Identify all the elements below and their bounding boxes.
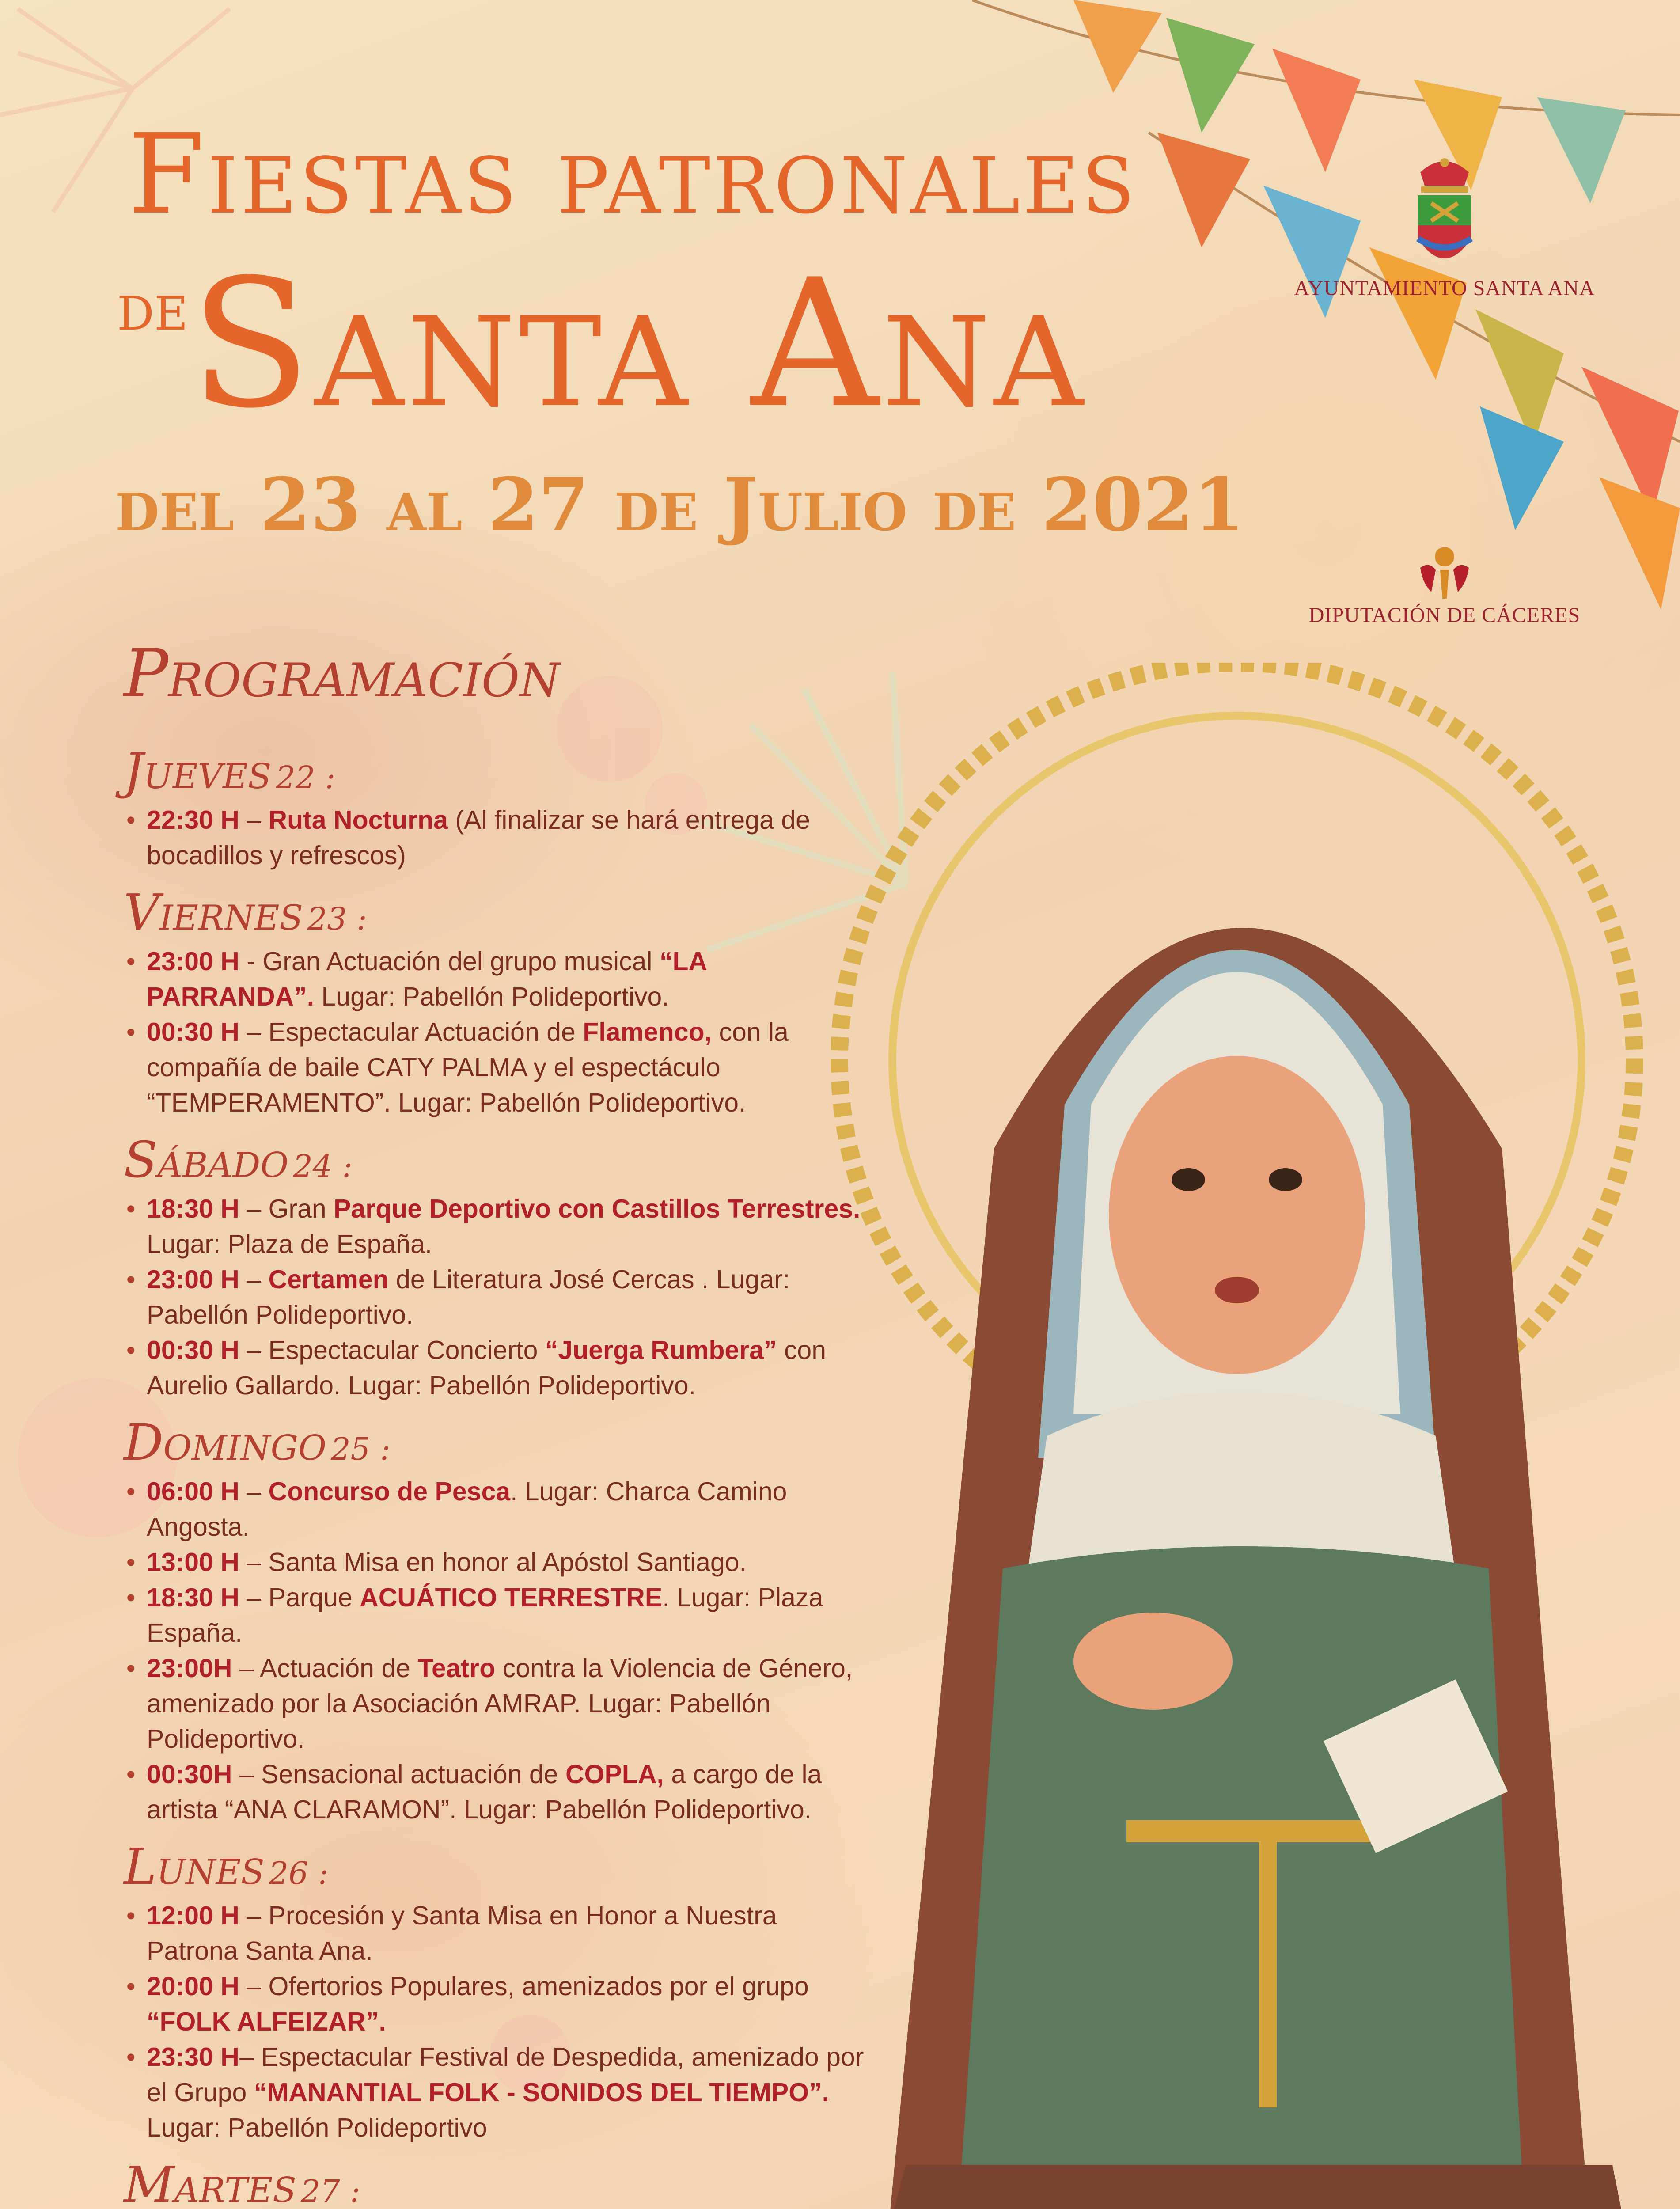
event-time: 13:00 H (147, 1548, 239, 1577)
event-item (124, 944, 866, 1014)
title-line2: Santa Ana (190, 242, 1087, 447)
event-time: 06:00 H (147, 1477, 239, 1506)
event-time: 12:00 H (147, 1901, 239, 1930)
event-text: – (239, 1477, 269, 1506)
event-rest: de Literatura José Cercas . Lugar: Pabellón Polideportivo. (147, 1265, 790, 1329)
coat-of-arms-icon (1411, 155, 1478, 274)
santa-ana-figure (817, 663, 1680, 2209)
day-heading (124, 1414, 866, 1472)
day-heading (124, 2156, 866, 2209)
day-name: Domingo (124, 1414, 326, 1472)
event-highlight: “LA PARRANDA”. (147, 947, 706, 1011)
event-time: 23:00H (147, 1654, 232, 1683)
program-title: Programación (124, 635, 560, 712)
event-time: 18:30 H (147, 1194, 239, 1223)
day-number: 23 : (307, 901, 367, 937)
day-4 (124, 1838, 866, 2145)
event-time: 23:30 H (147, 2042, 239, 2072)
dates-banner: del 23 al 27 de Julio de 2021 (115, 462, 1244, 547)
event-text: - Gran Actuación del grupo musical (239, 947, 660, 976)
event-item (124, 1757, 866, 1827)
event-item (124, 1474, 866, 1545)
event-text: – Espectacular Concierto (239, 1336, 545, 1365)
event-time: 20:00 H (147, 1972, 239, 2001)
event-text: – Parque (239, 1583, 360, 1612)
event-rest: con la compañía de baile CATY PALMA y el espectáculo “TEMPERAMENTO”. Lugar: Pabellón Polideportivo. (147, 1017, 789, 1117)
event-highlight: Ruta Nocturna (268, 805, 448, 835)
event-rest: con Aurelio Gallardo. Lugar: Pabellón Polideportivo. (147, 1336, 827, 1400)
program-section (124, 635, 866, 2209)
day-name: Jueves (124, 743, 272, 800)
event-text: – (239, 805, 269, 835)
event-highlight: “MANANTIAL FOLK - SONIDOS DEL TIEMPO”. (254, 2078, 830, 2107)
event-highlight: “FOLK ALFEIZAR”. (147, 2007, 386, 2036)
event-rest: Lugar: Pabellón Polideportivo. (314, 982, 669, 1011)
event-rest: a cargo de la artista “ANA CLARAMON”. Lugar: Pabellón Polideportivo. (147, 1760, 822, 1824)
event-text: – Espectacular Festival de Despedida, amenizado por el Grupo (147, 2042, 864, 2107)
day-heading (124, 884, 866, 941)
day-heading (124, 743, 866, 800)
ayuntamiento-logo (1290, 155, 1599, 300)
event-item (124, 1014, 866, 1120)
day-5 (124, 2156, 866, 2209)
day-name: Sábado (124, 1131, 289, 1189)
event-rest: Lugar: Plaza de España. (147, 1230, 432, 1259)
event-text: – Espectacular Actuación de (239, 1017, 583, 1047)
title-de: de (117, 269, 188, 345)
event-rest: . Lugar: Charca Camino Angosta. (147, 1477, 787, 1541)
event-item (124, 1898, 866, 1969)
event-time: 00:30 H (147, 1336, 239, 1365)
event-text: – (239, 1265, 269, 1294)
event-item (124, 1545, 866, 1580)
event-highlight: Flamenco, (583, 1017, 712, 1047)
event-time: 00:30 H (147, 1017, 239, 1047)
day-number: 25 : (330, 1431, 391, 1467)
event-item (124, 1651, 866, 1757)
day-name: Martes (124, 2156, 296, 2209)
event-highlight: “Juerga Rumbera” (545, 1336, 777, 1365)
event-text: – Procesión y Santa Misa en Honor a Nuestra Patrona Santa Ana. (147, 1901, 777, 1966)
event-time: 18:30 H (147, 1583, 239, 1612)
event-highlight: COPLA, (565, 1760, 664, 1789)
event-rest: contra la Violencia de Género, amenizado por la Asociación AMRAP. Lugar: Pabellón Polideportivo. (147, 1654, 853, 1754)
event-highlight: Teatro (417, 1654, 496, 1683)
day-3 (124, 1414, 866, 1827)
ayuntamiento-label: AYUNTAMIENTO SANTA ANA (1294, 277, 1595, 300)
event-time: 23:00 H (147, 947, 239, 976)
day-1 (124, 884, 866, 1120)
day-name: Viernes (124, 884, 303, 941)
event-item (124, 1332, 866, 1403)
event-text: – Gran (239, 1194, 334, 1223)
day-number: 27 : (300, 2173, 360, 2209)
event-rest: (Al finalizar se hará entrega de bocadillos y refrescos) (147, 805, 810, 870)
event-highlight: ACUÁTICO TERRESTRE (360, 1583, 663, 1612)
event-item (124, 1262, 866, 1332)
day-number: 24 : (293, 1148, 353, 1184)
event-item (124, 1969, 866, 2039)
event-list (124, 1191, 866, 1403)
diputacion-label: DIPUTACIÓN DE CÁCERES (1308, 603, 1581, 627)
event-text: – Actuación de (232, 1654, 418, 1683)
event-rest: . Lugar: Plaza España. (147, 1583, 823, 1647)
title-line1: Fiestas patronales (128, 110, 1138, 239)
event-time: 00:30H (147, 1760, 232, 1789)
event-time: 22:30 H (147, 805, 239, 835)
event-text: – Santa Misa en honor al Apóstol Santiago. (239, 1548, 747, 1577)
event-rest: Lugar: Pabellón Polideportivo (147, 2113, 487, 2142)
event-text: – Ofertorios Populares, amenizados por el grupo (239, 1972, 809, 2001)
event-highlight: Parque Deportivo con Castillos Terrestres. (334, 1194, 861, 1223)
event-list (124, 1898, 866, 2145)
day-heading (124, 1838, 866, 1896)
diputacion-emblem-icon (1411, 543, 1478, 601)
event-time: 23:00 H (147, 1265, 239, 1294)
event-list (124, 944, 866, 1120)
day-name: Lunes (124, 1838, 265, 1896)
event-item (124, 802, 866, 873)
event-list (124, 802, 866, 873)
event-text: – Sensacional actuación de (232, 1760, 565, 1789)
event-highlight: Concurso de Pesca (268, 1477, 511, 1506)
day-number: 26 : (269, 1855, 329, 1891)
day-number: 22 : (276, 759, 336, 796)
event-item (124, 1580, 866, 1651)
program-days (124, 743, 866, 2209)
event-highlight: Certamen (268, 1265, 389, 1294)
day-2 (124, 1131, 866, 1403)
event-list (124, 1474, 866, 1827)
diputacion-logo (1290, 543, 1599, 627)
event-item (124, 1191, 866, 1262)
event-item (124, 2039, 866, 2145)
day-heading (124, 1131, 866, 1189)
day-0 (124, 743, 866, 873)
